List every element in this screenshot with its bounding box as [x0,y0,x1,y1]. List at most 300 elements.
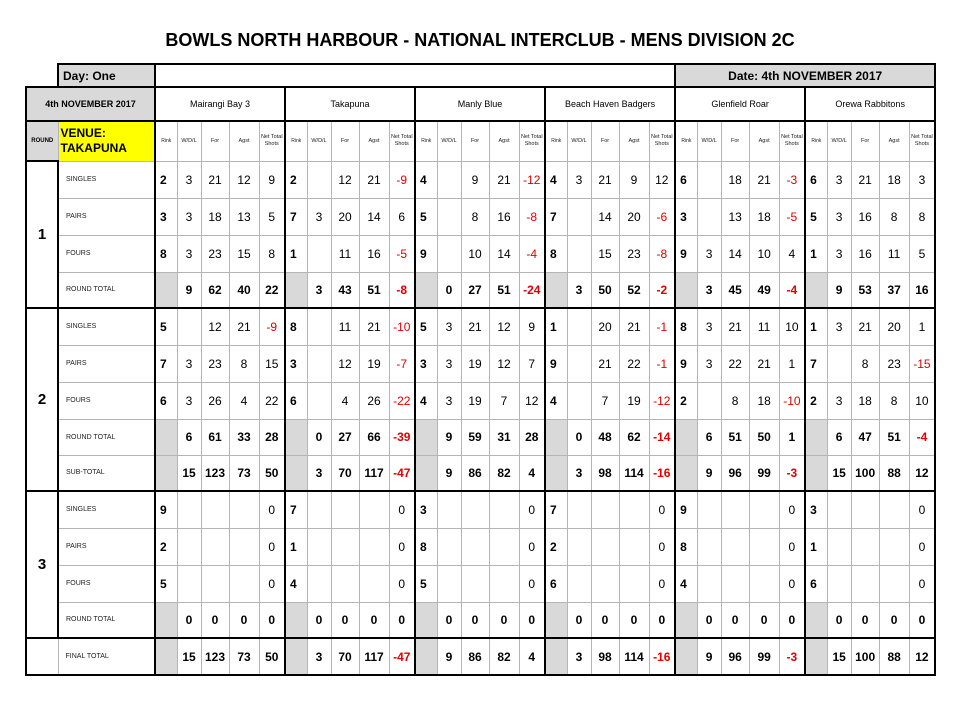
date-cell: 4th NOVEMBER 2017 [26,87,155,121]
net-cell: -1 [649,345,675,382]
for-cell: 62 [201,272,229,308]
wdl-cell: 3 [437,308,461,345]
net-cell: -3 [779,638,805,675]
rink-cell: 7 [545,198,567,235]
agst-cell [749,565,779,602]
rink-cell: 6 [155,382,177,419]
wdl-cell: 15 [827,638,851,675]
rink-cell: 9 [155,491,177,528]
rink-cell: 4 [415,382,437,419]
agst-cell: 7 [489,382,519,419]
subheader-rink: Rink [415,121,437,161]
agst-cell: 21 [229,308,259,345]
for-cell: 123 [201,638,229,675]
net-cell: -10 [779,382,805,419]
rink-cell [415,638,437,675]
for-cell: 21 [591,161,619,198]
subheader-wdl: W/D/L [567,121,591,161]
rink-cell [415,419,437,455]
wdl-cell [697,491,721,528]
net-cell: 0 [909,491,935,528]
agst-cell: 10 [749,235,779,272]
team-name-1: Mairangi Bay 3 [155,87,285,121]
rink-cell: 7 [545,491,567,528]
net-cell: -4 [519,235,545,272]
final-round-blank [26,638,58,675]
net-cell: 0 [649,491,675,528]
row-label: SINGLES [58,161,155,198]
net-cell: 0 [259,528,285,565]
rink-cell [155,272,177,308]
subheader-agst: Agst [749,121,779,161]
net-cell: 22 [259,272,285,308]
wdl-cell: 0 [177,602,201,638]
round-2-row [26,419,935,455]
net-cell: -12 [519,161,545,198]
agst-cell: 33 [229,419,259,455]
for-cell [591,491,619,528]
wdl-cell: 9 [437,638,461,675]
net-cell: 0 [649,602,675,638]
rink-cell [415,602,437,638]
rink-cell: 3 [805,491,827,528]
day-row [26,64,935,87]
net-cell: 0 [389,491,415,528]
wdl-cell [827,528,851,565]
rink-cell: 8 [675,308,697,345]
wdl-cell: 3 [177,382,201,419]
wdl-cell: 3 [827,308,851,345]
wdl-cell [567,345,591,382]
for-cell: 11 [331,308,359,345]
team-name-4: Beach Haven Badgers [545,87,675,121]
wdl-cell: 3 [827,161,851,198]
round-2-row [26,308,935,345]
round-header: ROUND [26,121,58,161]
wdl-cell: 3 [827,235,851,272]
rink-cell: 2 [155,528,177,565]
agst-cell: 14 [359,198,389,235]
net-cell: 0 [909,528,935,565]
for-cell: 7 [591,382,619,419]
for-cell: 61 [201,419,229,455]
wdl-cell: 6 [177,419,201,455]
rink-cell [545,419,567,455]
for-cell: 16 [851,198,879,235]
agst-cell: 0 [489,602,519,638]
wdl-cell [697,161,721,198]
wdl-cell [307,235,331,272]
net-cell: 5 [259,198,285,235]
subheader-rink: Rink [155,121,177,161]
for-cell: 50 [591,272,619,308]
wdl-cell: 3 [177,345,201,382]
agst-cell: 23 [619,235,649,272]
net-cell: 0 [259,602,285,638]
net-cell: 10 [779,308,805,345]
wdl-cell [567,491,591,528]
row-label: PAIRS [58,528,155,565]
wdl-cell: 15 [177,638,201,675]
for-cell: 12 [331,345,359,382]
agst-cell: 21 [359,308,389,345]
for-cell: 96 [721,638,749,675]
agst-cell: 21 [489,161,519,198]
rink-cell [675,419,697,455]
agst-cell: 21 [749,161,779,198]
agst-cell: 73 [229,638,259,675]
rink-cell [545,455,567,491]
agst-cell: 117 [359,455,389,491]
rink-cell [155,455,177,491]
wdl-cell: 9 [437,455,461,491]
rink-cell: 2 [675,382,697,419]
for-cell: 20 [591,308,619,345]
net-cell: 4 [519,638,545,675]
rink-cell: 3 [285,345,307,382]
rink-cell: 6 [805,161,827,198]
net-cell: -5 [779,198,805,235]
for-cell [331,528,359,565]
rink-cell [285,455,307,491]
subheader-rink: Rink [285,121,307,161]
for-cell: 0 [851,602,879,638]
wdl-cell: 3 [567,272,591,308]
subheader-agst: Agst [489,121,519,161]
subheader-net: Net Total Shots [389,121,415,161]
round-3-row [26,491,935,528]
for-cell: 98 [591,638,619,675]
round-1-row [26,161,935,198]
subheader-for: For [591,121,619,161]
rink-cell: 7 [155,345,177,382]
for-cell: 0 [331,602,359,638]
for-cell: 14 [591,198,619,235]
for-cell: 100 [851,455,879,491]
rink-cell: 7 [285,491,307,528]
net-cell: 16 [909,272,935,308]
wdl-cell [307,491,331,528]
net-cell: -9 [259,308,285,345]
wdl-cell [827,345,851,382]
rink-cell: 2 [285,161,307,198]
net-cell: 0 [389,602,415,638]
for-cell: 0 [591,602,619,638]
net-cell: 4 [519,455,545,491]
rink-cell [805,638,827,675]
rink-cell [675,272,697,308]
blank-corner [26,64,58,87]
rink-cell [415,272,437,308]
agst-cell: 12 [489,308,519,345]
wdl-cell [567,528,591,565]
round-1-row [26,235,935,272]
rink-cell: 3 [675,198,697,235]
wdl-cell [827,565,851,602]
net-cell: 12 [519,382,545,419]
rink-cell: 4 [545,382,567,419]
net-cell: -3 [779,455,805,491]
for-cell: 18 [851,382,879,419]
agst-cell [619,491,649,528]
agst-cell: 52 [619,272,649,308]
row-label: ROUND TOTAL [58,602,155,638]
subheader-for: For [461,121,489,161]
wdl-cell: 15 [177,455,201,491]
agst-cell: 51 [359,272,389,308]
rink-cell [805,602,827,638]
wdl-cell [697,198,721,235]
agst-cell: 0 [749,602,779,638]
for-cell: 8 [851,345,879,382]
for-cell: 21 [721,308,749,345]
net-cell: -47 [389,638,415,675]
rink-cell: 9 [415,235,437,272]
for-cell: 45 [721,272,749,308]
rink-cell: 3 [415,345,437,382]
for-cell: 19 [461,382,489,419]
rink-cell: 6 [675,161,697,198]
net-cell: -16 [649,455,675,491]
net-cell: 1 [909,308,935,345]
agst-cell: 117 [359,638,389,675]
agst-cell: 16 [489,198,519,235]
subheader-for: For [331,121,359,161]
net-cell: 1 [779,345,805,382]
agst-cell: 66 [359,419,389,455]
rink-cell: 9 [675,235,697,272]
for-cell: 23 [201,235,229,272]
net-cell: 12 [649,161,675,198]
team-name-2: Takapuna [285,87,415,121]
subheader-wdl: W/D/L [307,121,331,161]
wdl-cell [307,382,331,419]
wdl-cell: 0 [697,602,721,638]
rink-cell: 5 [415,565,437,602]
net-cell: -6 [649,198,675,235]
for-cell: 19 [461,345,489,382]
net-cell: -1 [649,308,675,345]
wdl-cell: 3 [567,638,591,675]
net-cell: 22 [259,382,285,419]
final-total-label: FINAL TOTAL [58,638,155,675]
net-cell: 5 [909,235,935,272]
for-cell [721,528,749,565]
rink-cell [285,272,307,308]
round-number: 1 [26,161,58,308]
net-cell: 0 [389,528,415,565]
for-cell: 70 [331,638,359,675]
for-cell: 27 [331,419,359,455]
rink-cell: 5 [155,565,177,602]
agst-cell [619,565,649,602]
net-cell: 0 [259,491,285,528]
wdl-cell [437,491,461,528]
rink-cell: 5 [415,308,437,345]
for-cell [331,491,359,528]
agst-cell: 18 [749,382,779,419]
rink-cell [545,272,567,308]
subheader-rink: Rink [805,121,827,161]
wdl-cell: 6 [827,419,851,455]
for-cell: 59 [461,419,489,455]
rink-cell: 9 [675,491,697,528]
agst-cell: 51 [489,272,519,308]
for-cell: 47 [851,419,879,455]
agst-cell: 50 [749,419,779,455]
wdl-cell: 3 [177,198,201,235]
wdl-cell: 3 [307,638,331,675]
subheader-for: For [721,121,749,161]
net-cell: 8 [909,198,935,235]
subheader-wdl: W/D/L [177,121,201,161]
day-spacer [155,64,675,87]
net-cell: -9 [389,161,415,198]
agst-cell: 15 [229,235,259,272]
rink-cell: 1 [285,528,307,565]
rink-cell: 8 [675,528,697,565]
rink-cell: 5 [415,198,437,235]
agst-cell: 51 [879,419,909,455]
team-name-3: Manly Blue [415,87,545,121]
subheader-net: Net Total Shots [909,121,935,161]
for-cell: 21 [851,308,879,345]
net-cell: 9 [519,308,545,345]
for-cell [851,565,879,602]
round-3-row [26,602,935,638]
agst-cell [359,565,389,602]
net-cell: 7 [519,345,545,382]
row-label: SINGLES [58,491,155,528]
rink-cell: 8 [415,528,437,565]
page-title: BOWLS NORTH HARBOUR - NATIONAL INTERCLUB - MENS DIVISION 2C [165,30,795,50]
wdl-cell: 3 [827,198,851,235]
subheader-agst: Agst [879,121,909,161]
agst-cell [359,528,389,565]
agst-cell [489,565,519,602]
agst-cell: 8 [879,382,909,419]
rink-cell: 1 [285,235,307,272]
for-cell: 21 [461,308,489,345]
team-header-row [26,87,935,121]
for-cell: 23 [201,345,229,382]
wdl-cell: 3 [697,272,721,308]
subheader-agst: Agst [229,121,259,161]
net-cell: 50 [259,638,285,675]
rink-cell: 7 [805,345,827,382]
rink-cell [545,638,567,675]
wdl-cell [177,308,201,345]
for-cell [721,491,749,528]
venue-label: VENUE: TAKAPUNA [58,121,155,161]
net-cell: 9 [259,161,285,198]
rink-cell: 2 [805,382,827,419]
for-cell: 14 [721,235,749,272]
agst-cell: 12 [489,345,519,382]
for-cell: 96 [721,455,749,491]
row-label: PAIRS [58,198,155,235]
rink-cell: 3 [155,198,177,235]
rink-cell: 9 [545,345,567,382]
agst-cell: 19 [359,345,389,382]
agst-cell: 73 [229,455,259,491]
net-cell: -16 [649,638,675,675]
for-cell: 20 [331,198,359,235]
rink-cell: 4 [545,161,567,198]
agst-cell: 40 [229,272,259,308]
net-cell: -10 [389,308,415,345]
for-cell: 18 [721,161,749,198]
agst-cell: 88 [879,455,909,491]
for-cell: 100 [851,638,879,675]
net-cell: 6 [389,198,415,235]
for-cell: 98 [591,455,619,491]
agst-cell [749,491,779,528]
day-label: Day: One [58,64,155,87]
for-cell: 86 [461,638,489,675]
net-cell: 4 [779,235,805,272]
agst-cell [229,491,259,528]
wdl-cell: 3 [307,272,331,308]
round-3-row [26,528,935,565]
subheader-rink: Rink [675,121,697,161]
for-cell: 21 [201,161,229,198]
wdl-cell: 3 [697,345,721,382]
wdl-cell [307,345,331,382]
wdl-cell [307,528,331,565]
for-cell: 51 [721,419,749,455]
agst-cell [229,565,259,602]
date-label: Date: 4th NOVEMBER 2017 [675,64,935,87]
wdl-cell [567,235,591,272]
for-cell: 11 [331,235,359,272]
wdl-cell: 6 [697,419,721,455]
for-cell [461,528,489,565]
agst-cell: 21 [359,161,389,198]
for-cell: 123 [201,455,229,491]
agst-cell: 8 [879,198,909,235]
wdl-cell [177,491,201,528]
agst-cell: 16 [359,235,389,272]
wdl-cell: 0 [437,272,461,308]
rink-cell: 7 [285,198,307,235]
net-cell: -39 [389,419,415,455]
agst-cell [619,528,649,565]
rink-cell [675,602,697,638]
subheader-agst: Agst [619,121,649,161]
rink-cell: 6 [545,565,567,602]
for-cell: 26 [201,382,229,419]
net-cell: 0 [649,528,675,565]
row-label: FOURS [58,565,155,602]
net-cell: 15 [259,345,285,382]
wdl-cell: 3 [177,161,201,198]
net-cell: 50 [259,455,285,491]
subheader-wdl: W/D/L [827,121,851,161]
for-cell [461,565,489,602]
for-cell: 21 [851,161,879,198]
subheader-net: Net Total Shots [649,121,675,161]
wdl-cell [307,161,331,198]
wdl-cell: 15 [827,455,851,491]
agst-cell: 82 [489,638,519,675]
wdl-cell [437,235,461,272]
net-cell: -22 [389,382,415,419]
rink-cell [545,602,567,638]
rink-cell: 4 [415,161,437,198]
wdl-cell: 0 [437,602,461,638]
wdl-cell [567,382,591,419]
